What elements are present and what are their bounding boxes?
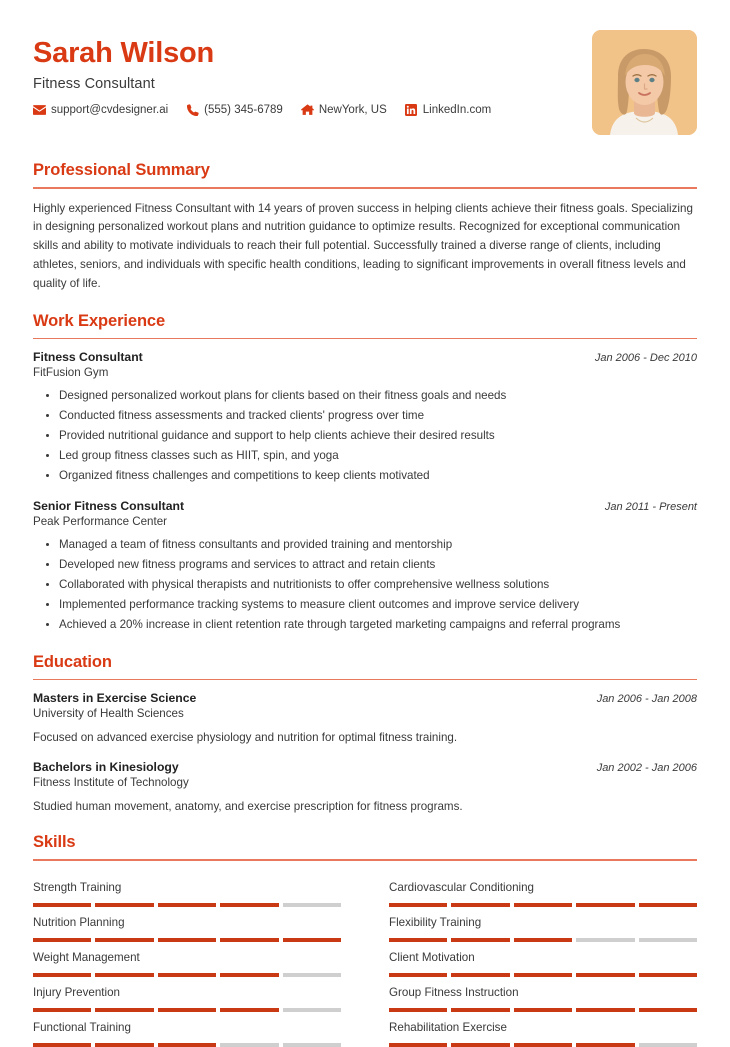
section-divider — [33, 187, 697, 189]
education-date: Jan 2002 - Jan 2006 — [596, 761, 697, 774]
resume-header — [33, 30, 697, 135]
list-item: Organized fitness challenges and competitions to keep clients motivated — [59, 466, 697, 486]
education-entry-head — [33, 691, 697, 705]
section-divider — [33, 679, 697, 681]
section-title-summary: Professional Summary — [33, 161, 210, 179]
work-entry-head — [33, 350, 697, 364]
list-item: Provided nutritional guidance and support to help clients achieve their desired results — [59, 426, 697, 446]
candidate-job-title: Fitness Consultant — [33, 75, 155, 92]
skill-rating-bar — [33, 1043, 341, 1047]
work-entry — [33, 499, 697, 635]
skill-rating-segment — [389, 1043, 447, 1047]
skills-grid — [33, 872, 697, 1047]
skill-label: Functional Training — [33, 1020, 131, 1034]
skill-rating-segment — [158, 1043, 216, 1047]
skill-label: Client Motivation — [389, 950, 475, 964]
contact-phone[interactable] — [186, 104, 283, 117]
education-degree: Masters in Exercise Science — [33, 691, 197, 706]
education-description: Studied human movement, anatomy, and exercise prescription for fitness programs. — [33, 799, 463, 813]
section-professional-summary — [33, 161, 697, 294]
contact-linkedin-label: LinkedIn.com — [422, 104, 492, 117]
work-entry-head — [33, 499, 697, 513]
work-bullets — [33, 386, 697, 486]
skill-item — [33, 872, 341, 907]
section-title-work: Work Experience — [33, 311, 166, 330]
skill-rating-bar — [389, 1043, 697, 1047]
work-role: Fitness Consultant — [33, 350, 143, 365]
list-item: Managed a team of fitness consultants and provided training and mentorship — [59, 535, 697, 555]
skill-item — [389, 977, 697, 1012]
contact-list — [33, 104, 491, 117]
section-education — [33, 653, 697, 815]
education-date: Jan 2006 - Jan 2008 — [596, 693, 697, 706]
candidate-name: Sarah Wilson — [33, 37, 215, 69]
education-entry — [33, 691, 697, 746]
list-item: Led group fitness classes such as HIIT, spin, and yoga — [59, 446, 697, 466]
skill-item — [33, 977, 341, 1012]
skill-label: Group Fitness Instruction — [389, 985, 519, 999]
skill-rating-segment — [639, 1043, 697, 1047]
list-item: Implemented performance tracking systems to measure client outcomes and improve service delivery — [59, 595, 697, 615]
education-description: Focused on advanced exercise physiology and nutrition for optimal fitness training. — [33, 731, 458, 745]
work-date: Jan 2006 - Dec 2010 — [594, 352, 697, 365]
skill-label: Flexibility Training — [389, 915, 482, 929]
skill-item — [389, 942, 697, 977]
skill-rating-segment — [514, 1043, 572, 1047]
work-company: Peak Performance Center — [33, 515, 168, 529]
work-role: Senior Fitness Consultant — [33, 499, 185, 514]
education-school: Fitness Institute of Technology — [33, 775, 189, 789]
skill-label: Cardiovascular Conditioning — [389, 880, 535, 894]
contact-linkedin[interactable] — [405, 104, 491, 117]
skill-rating-segment — [33, 1043, 91, 1047]
work-date: Jan 2011 - Present — [604, 501, 697, 514]
list-item: Developed new fitness programs and services to attract and retain clients — [59, 555, 697, 575]
skill-label: Strength Training — [33, 880, 122, 894]
contact-location-label: NewYork, US — [318, 104, 387, 117]
home-icon — [301, 104, 314, 117]
education-degree: Bachelors in Kinesiology — [33, 759, 179, 774]
summary-text: Highly experienced Fitness Consultant with 14 years of proven success in helping clients achieve their fitness goals. Specializing in designing personalized workout plans and nutrition guidance to optimize results. Recognized for exceptional communication skills and ability to motivate individuals to reach their full potential. Successfully trained a diverse range of clients, including athletes, seniors, and individuals with specific health conditions, leading to significant improvements in overall fitness levels and quality of life. — [33, 201, 693, 291]
linkedin-icon — [405, 104, 418, 117]
skill-label: Weight Management — [33, 950, 140, 964]
list-item: Achieved a 20% increase in client retention rate through targeted marketing campaigns and referral programs — [59, 615, 697, 635]
section-title-education: Education — [33, 652, 112, 671]
education-school: University of Health Sciences — [33, 707, 184, 721]
skill-rating-segment — [576, 1043, 634, 1047]
work-company: FitFusion Gym — [33, 366, 109, 380]
list-item: Collaborated with physical therapists and nutritionists to offer comprehensive wellness solutions — [59, 575, 697, 595]
list-item: Conducted fitness assessments and tracked clients' progress over time — [59, 406, 697, 426]
work-entry — [33, 350, 697, 486]
skill-rating-segment — [95, 1043, 153, 1047]
section-skills — [33, 833, 697, 1047]
skill-label: Nutrition Planning — [33, 915, 125, 929]
skill-label: Rehabilitation Exercise — [389, 1020, 507, 1034]
contact-email-label: support@cvdesigner.ai — [51, 104, 169, 117]
list-item: Designed personalized workout plans for clients based on their fitness goals and needs — [59, 386, 697, 406]
avatar-illustration — [592, 30, 697, 135]
section-divider — [33, 859, 697, 861]
skill-item — [33, 907, 341, 942]
skill-item — [33, 942, 341, 977]
skill-label: Injury Prevention — [33, 985, 120, 999]
header-identity — [33, 30, 491, 117]
skill-rating-segment — [451, 1043, 509, 1047]
skill-item — [389, 907, 697, 942]
skill-item — [389, 1012, 697, 1047]
section-work-experience — [33, 312, 697, 635]
skill-rating-segment — [283, 1043, 341, 1047]
education-entry — [33, 760, 697, 815]
contact-email[interactable] — [33, 104, 168, 117]
envelope-icon — [33, 104, 46, 117]
section-divider — [33, 338, 697, 340]
skill-rating-segment — [220, 1043, 278, 1047]
contact-phone-label: (555) 345-6789 — [204, 104, 283, 117]
avatar — [592, 30, 697, 135]
section-title-skills: Skills — [33, 833, 76, 852]
work-bullets — [33, 535, 697, 635]
skill-item — [33, 1012, 341, 1047]
contact-location[interactable] — [301, 104, 387, 117]
education-entry-head — [33, 760, 697, 774]
phone-icon — [186, 104, 199, 117]
skill-item — [389, 872, 697, 907]
